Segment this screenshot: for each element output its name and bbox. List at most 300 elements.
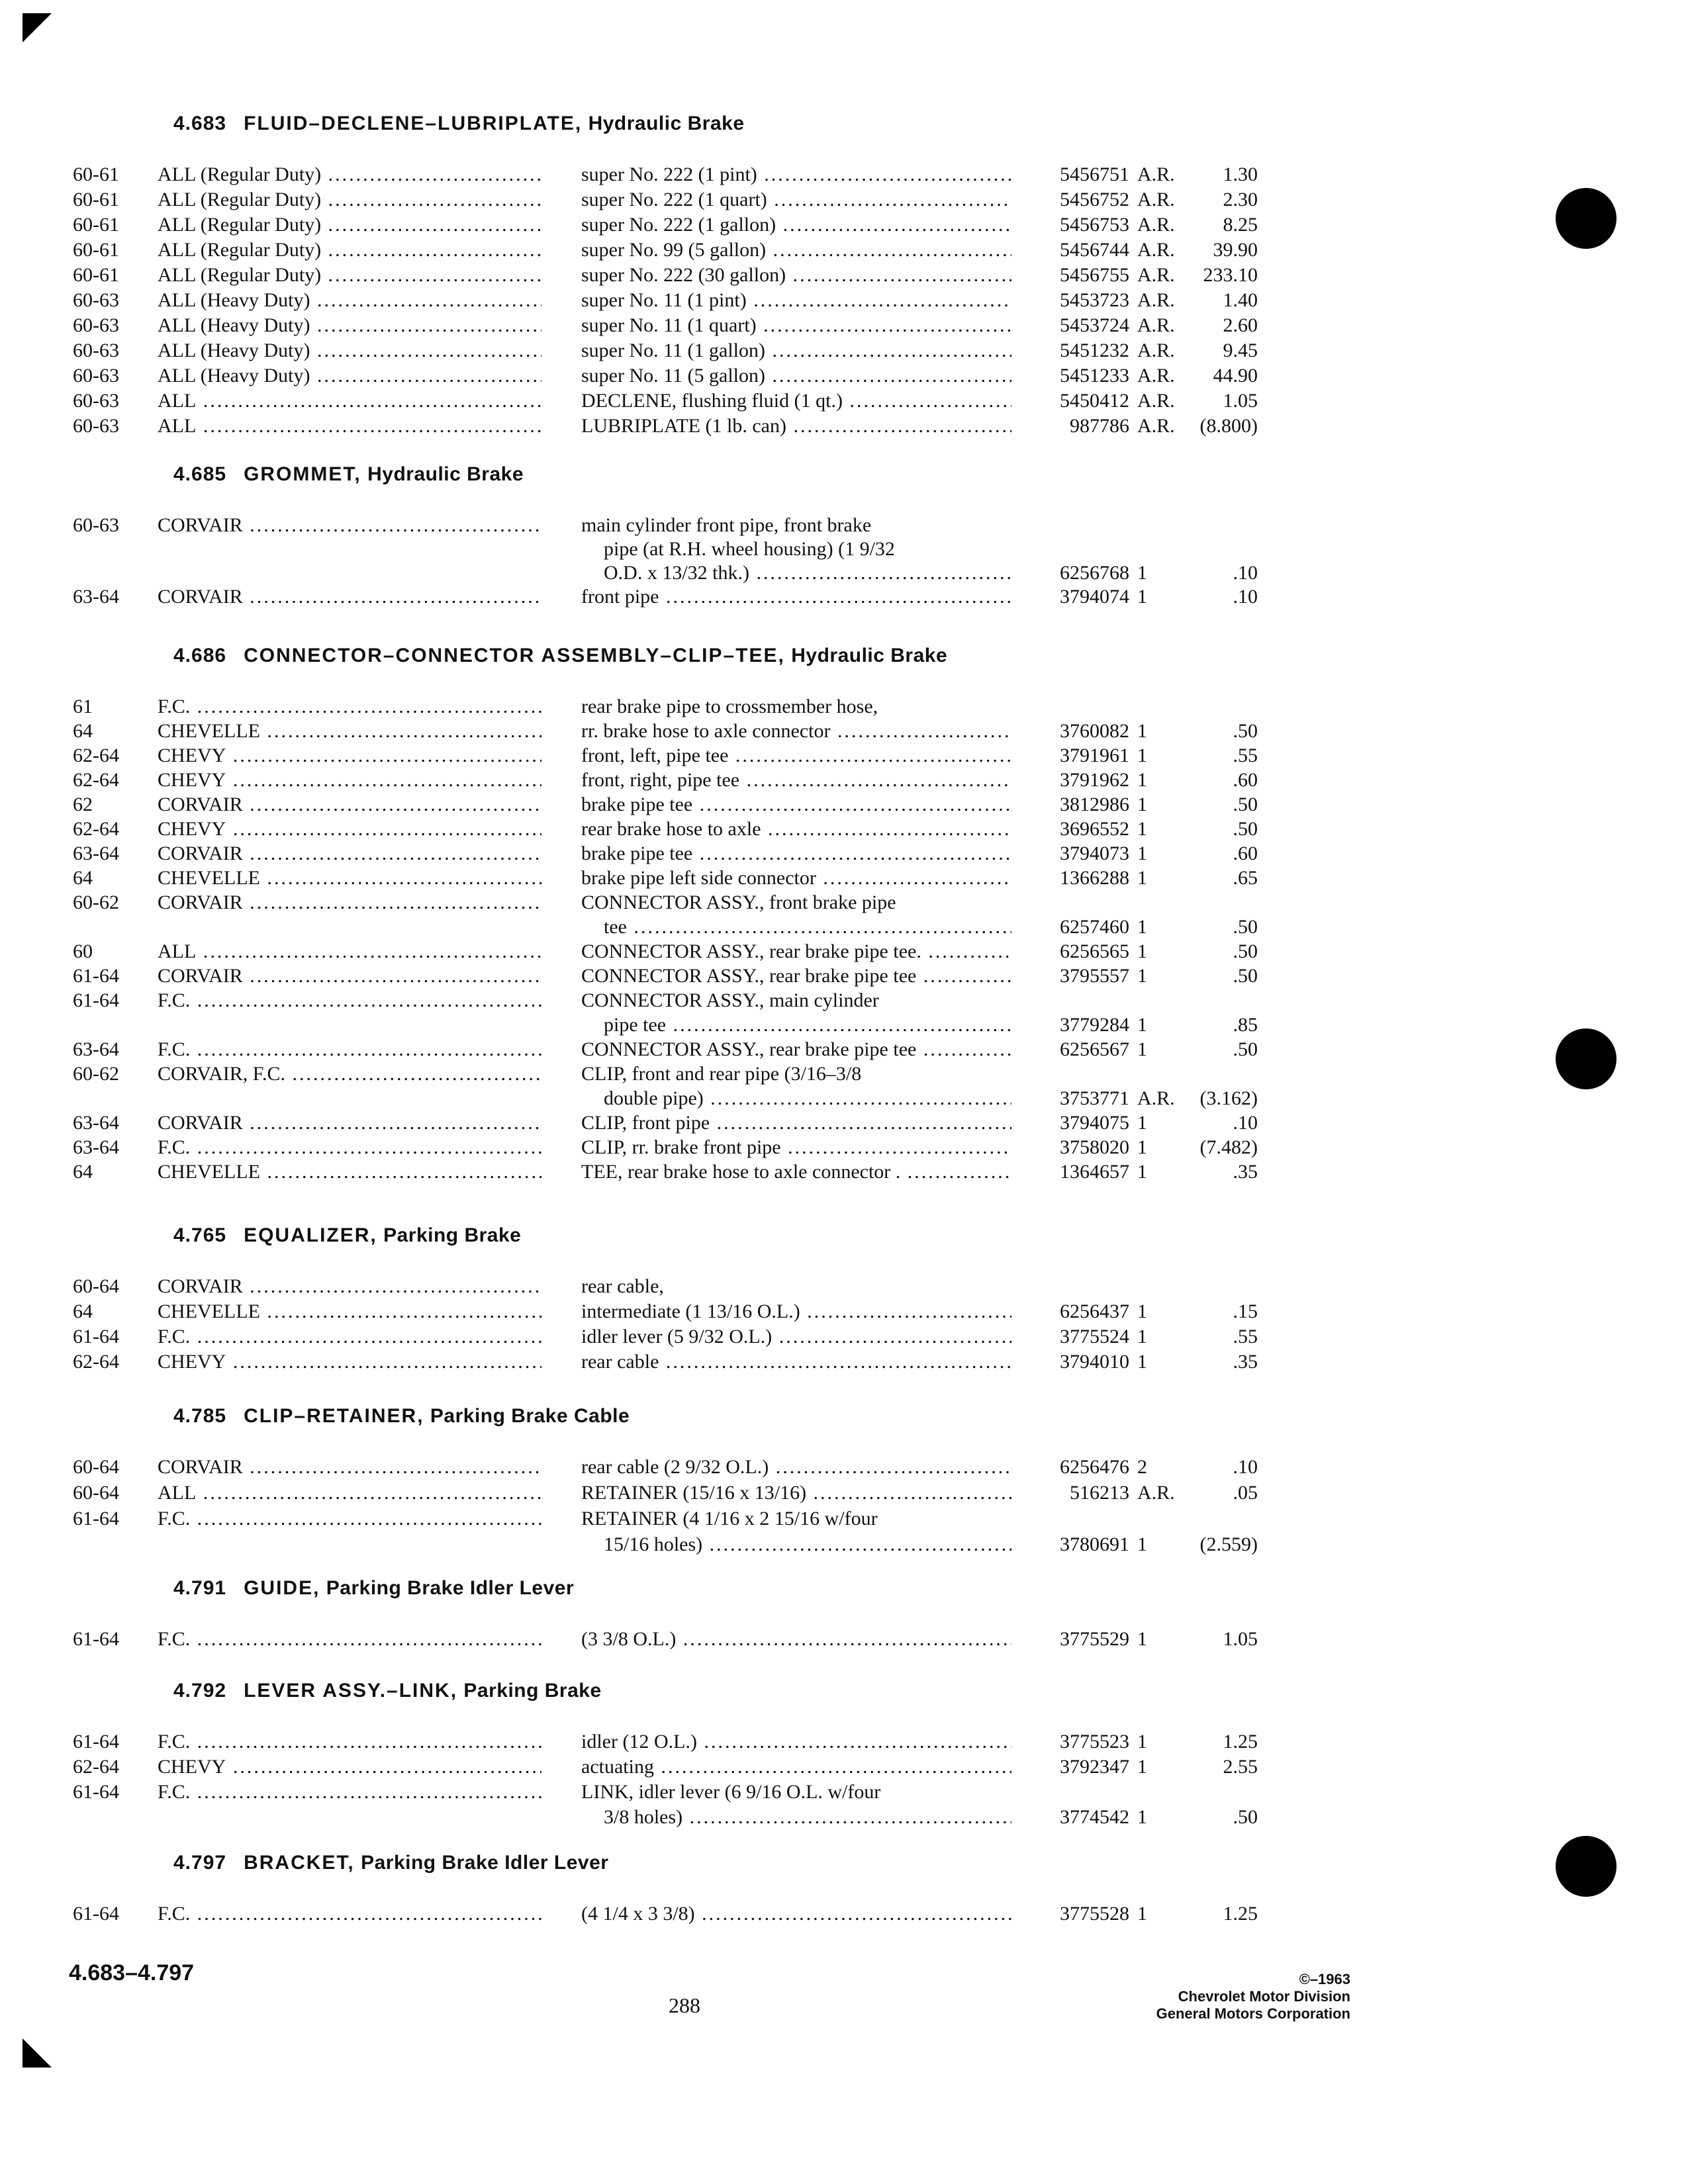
quantity: 1 <box>1137 842 1147 864</box>
part-number: 1364657 <box>1060 1161 1129 1183</box>
part-description: actuating ..... <box>581 1754 1011 1780</box>
model-name: F.C. ..... <box>158 1324 541 1349</box>
model-name: CHEVELLE ..... <box>158 866 541 891</box>
model-name: F.C. ..... <box>158 1037 541 1062</box>
parts-table <box>0 513 1688 608</box>
part-description: CLIP, rr. brake front pipe ..... <box>581 1135 1011 1160</box>
table-row <box>0 1324 1688 1349</box>
model-year: 60-63 <box>73 390 119 412</box>
model-year: 60-64 <box>73 1275 119 1297</box>
table-row <box>0 1037 1688 1062</box>
table-row <box>0 743 1688 768</box>
price: (2.559) <box>1199 1533 1258 1555</box>
model-year: 62-64 <box>73 745 119 766</box>
price: 1.25 <box>1223 1903 1258 1925</box>
part-description: TEE, rear brake hose to axle connector . ..... <box>581 1160 1011 1185</box>
table-row <box>0 1086 1688 1111</box>
part-description: DECLENE, flushing fluid (1 qt.) ..... <box>581 388 1011 414</box>
part-description: rear cable ..... <box>581 1349 1011 1375</box>
price: .10 <box>1233 1456 1258 1478</box>
quantity: A.R. <box>1137 1087 1175 1109</box>
price: .10 <box>1233 1112 1258 1134</box>
part-number: 5456753 <box>1060 214 1129 236</box>
model-year: 60-61 <box>73 239 119 261</box>
quantity: 2 <box>1137 1456 1147 1478</box>
model-name: F.C. ..... <box>158 1780 541 1805</box>
price: .65 <box>1233 867 1258 889</box>
table-row <box>0 313 1688 338</box>
section-subtitle: Parking Brake Idler Lever <box>326 1577 575 1599</box>
model-year: 62-64 <box>73 1351 119 1373</box>
quantity: A.R. <box>1137 239 1175 261</box>
model-name: CORVAIR ..... <box>158 1274 541 1299</box>
model-name: F.C. ..... <box>158 1901 541 1927</box>
table-row <box>0 162 1688 187</box>
part-number: 3779284 <box>1060 1014 1129 1036</box>
model-year: 60-63 <box>73 314 119 336</box>
part-number: 5456755 <box>1060 264 1129 286</box>
model-name: F.C. ..... <box>158 1729 541 1754</box>
part-description: CONNECTOR ASSY., rear brake pipe tee ..... <box>581 1037 1011 1062</box>
model-name: CHEVELLE ..... <box>158 1160 541 1185</box>
quantity: 1 <box>1137 562 1147 584</box>
part-description: front, left, pipe tee ..... <box>581 743 1011 768</box>
division-name: Chevrolet Motor Division <box>1178 1988 1350 2005</box>
model-year: 60-64 <box>73 1456 119 1478</box>
price: .10 <box>1233 586 1258 608</box>
part-number: 3696552 <box>1060 818 1129 840</box>
section-subtitle: Parking Brake <box>383 1224 522 1246</box>
price: .50 <box>1233 794 1258 815</box>
part-number: 3760082 <box>1060 720 1129 742</box>
part-number: 987786 <box>1070 415 1129 437</box>
section-number: 4.685 <box>173 463 227 485</box>
quantity: A.R. <box>1137 289 1175 311</box>
model-year: 61-64 <box>73 1731 119 1752</box>
table-row <box>0 537 1688 561</box>
table-row <box>0 363 1688 388</box>
section-number: 4.686 <box>173 645 227 666</box>
quantity: A.R. <box>1137 189 1175 210</box>
price: .60 <box>1233 842 1258 864</box>
part-description: CONNECTOR ASSY., main cylinder <box>581 989 879 1011</box>
part-description: RETAINER (4 1/16 x 2 15/16 w/four <box>581 1508 878 1529</box>
price: .50 <box>1233 916 1258 938</box>
table-row <box>0 1754 1688 1780</box>
model-year: 61-64 <box>73 989 119 1011</box>
part-description: CLIP, front pipe ..... <box>581 1111 1011 1136</box>
part-number: 3775524 <box>1060 1326 1129 1347</box>
section-number: 4.683 <box>173 113 227 134</box>
model-name: CORVAIR ..... <box>158 513 541 538</box>
model-name: F.C. ..... <box>158 988 541 1013</box>
publisher-block <box>1086 1971 1350 2023</box>
model-name: ALL (Regular Duty) ..... <box>158 162 541 187</box>
model-name: CHEVY ..... <box>158 1754 541 1780</box>
table-row <box>0 866 1688 890</box>
price: 1.25 <box>1223 1731 1258 1752</box>
section-subtitle: Hydraulic Brake <box>791 645 948 666</box>
model-name: CORVAIR ..... <box>158 1111 541 1136</box>
part-description: front, right, pipe tee ..... <box>581 768 1011 793</box>
part-description: CONNECTOR ASSY., rear brake pipe tee. ..... <box>581 939 1011 964</box>
part-number: 5450412 <box>1060 390 1129 412</box>
price: 2.60 <box>1223 314 1258 336</box>
model-year: 62-64 <box>73 1756 119 1778</box>
part-description: CONNECTOR ASSY., rear brake pipe tee ..... <box>581 964 1011 989</box>
model-year: 64 <box>73 867 93 889</box>
section-subtitle: Parking Brake Cable <box>430 1405 630 1427</box>
quantity: 1 <box>1137 1014 1147 1036</box>
part-description: (4 1/4 x 3 3/8) ..... <box>581 1901 1011 1927</box>
price: 1.40 <box>1223 289 1258 311</box>
model-name: CHEVELLE ..... <box>158 719 541 744</box>
part-number: 3775528 <box>1060 1903 1129 1925</box>
price: 39.90 <box>1213 239 1258 261</box>
price: (7.482) <box>1199 1136 1258 1158</box>
part-number: 5456751 <box>1060 163 1129 185</box>
quantity: 1 <box>1137 1351 1147 1373</box>
price: .50 <box>1233 1806 1258 1828</box>
price: .50 <box>1233 818 1258 840</box>
table-row <box>0 238 1688 263</box>
model-year: 63-64 <box>73 586 119 608</box>
quantity: 1 <box>1137 1903 1147 1925</box>
part-description: intermediate (1 13/16 O.L.) ..... <box>581 1299 1011 1324</box>
quantity: 1 <box>1137 720 1147 742</box>
price: 8.25 <box>1223 214 1258 236</box>
model-name: CORVAIR ..... <box>158 584 541 610</box>
part-description: CLIP, front and rear pipe (3/16–3/8 <box>581 1063 862 1085</box>
part-description: super No. 222 (30 gallon) ..... <box>581 263 1011 288</box>
model-name: F.C. ..... <box>158 1135 541 1160</box>
part-number: 3775523 <box>1060 1731 1129 1752</box>
model-year: 61-64 <box>73 1781 119 1803</box>
model-year: 60-62 <box>73 891 119 913</box>
section-subtitle: Parking Brake Idler Lever <box>361 1852 609 1874</box>
part-description: 15/16 holes) ..... <box>604 1532 1011 1557</box>
part-description: brake pipe tee ..... <box>581 841 1011 866</box>
quantity: 1 <box>1137 1326 1147 1347</box>
quantity: A.R. <box>1137 340 1175 361</box>
model-year: 62 <box>73 794 93 815</box>
model-year: 64 <box>73 720 93 742</box>
table-row <box>0 187 1688 212</box>
part-number: 3794074 <box>1060 586 1129 608</box>
price: 1.30 <box>1223 163 1258 185</box>
quantity: A.R. <box>1137 314 1175 336</box>
section-title: EQUALIZER, <box>244 1224 377 1246</box>
page-range: 4.683–4.797 <box>69 1960 195 1985</box>
section-heading <box>173 645 947 667</box>
quantity: A.R. <box>1137 214 1175 236</box>
price: .15 <box>1233 1300 1258 1322</box>
model-name: ALL (Heavy Duty) ..... <box>158 313 541 338</box>
price: 2.55 <box>1223 1756 1258 1778</box>
price: .50 <box>1233 965 1258 987</box>
model-year: 60-63 <box>73 415 119 437</box>
section-title: BRACKET, <box>244 1852 355 1874</box>
model-year: 60-63 <box>73 289 119 311</box>
quantity: A.R. <box>1137 415 1175 437</box>
table-row <box>0 513 1688 537</box>
model-name: CORVAIR ..... <box>158 1455 541 1480</box>
model-name: CHEVY ..... <box>158 743 541 768</box>
part-number: 5451233 <box>1060 365 1129 387</box>
section-heading <box>173 1224 521 1247</box>
table-row <box>0 1455 1688 1480</box>
model-year: 62-64 <box>73 818 119 840</box>
price: .05 <box>1233 1482 1258 1504</box>
model-name: CORVAIR, F.C. ..... <box>158 1062 541 1087</box>
part-number: 516213 <box>1070 1482 1129 1504</box>
parts-table <box>0 1901 1688 1927</box>
table-row <box>0 388 1688 414</box>
part-description: pipe (at R.H. wheel housing) (1 9/32 <box>604 538 895 560</box>
model-name: ALL (Regular Duty) ..... <box>158 187 541 212</box>
table-row <box>0 414 1688 439</box>
quantity: 1 <box>1137 1038 1147 1060</box>
model-year: 62-64 <box>73 769 119 791</box>
model-name: ALL (Regular Duty) ..... <box>158 212 541 238</box>
part-description: super No. 11 (5 gallon) ..... <box>581 363 1011 388</box>
table-row <box>0 964 1688 988</box>
parts-table <box>0 162 1688 439</box>
model-name: ALL ..... <box>158 414 541 439</box>
part-description: super No. 99 (5 gallon) ..... <box>581 238 1011 263</box>
price: 233.10 <box>1203 264 1258 286</box>
table-row <box>0 915 1688 939</box>
model-year: 60-64 <box>73 1482 119 1504</box>
part-number: 5451232 <box>1060 340 1129 361</box>
part-description: super No. 11 (1 quart) ..... <box>581 313 1011 338</box>
part-description: super No. 11 (1 pint) ..... <box>581 288 1011 313</box>
section-title: CLIP–RETAINER, <box>244 1405 424 1427</box>
part-description: super No. 222 (1 gallon) ..... <box>581 212 1011 238</box>
price: 2.30 <box>1223 189 1258 210</box>
part-number: 6256437 <box>1060 1300 1129 1322</box>
table-row <box>0 1729 1688 1754</box>
section-title: LEVER ASSY.–LINK, <box>244 1680 458 1702</box>
section-heading <box>173 1680 602 1702</box>
parts-table <box>0 694 1688 1184</box>
model-year: 60 <box>73 940 93 962</box>
price: .55 <box>1233 745 1258 766</box>
price: 1.05 <box>1223 390 1258 412</box>
model-name: CHEVY ..... <box>158 817 541 842</box>
table-row <box>0 1349 1688 1375</box>
part-number: 3758020 <box>1060 1136 1129 1158</box>
part-number: 3780691 <box>1060 1533 1129 1555</box>
section-number: 4.785 <box>173 1405 227 1427</box>
table-row <box>0 1480 1688 1506</box>
model-year: 63-64 <box>73 1112 119 1134</box>
part-description: brake pipe tee ..... <box>581 792 1011 817</box>
part-number: 3791962 <box>1060 769 1129 791</box>
model-name: F.C. ..... <box>158 694 541 719</box>
section-number: 4.797 <box>173 1852 227 1874</box>
part-description: brake pipe left side connector ..... <box>581 866 1011 891</box>
table-row <box>0 1299 1688 1324</box>
section-title: GROMMET, <box>244 463 361 485</box>
price: 9.45 <box>1223 340 1258 361</box>
table-row <box>0 561 1688 584</box>
part-number: 6256565 <box>1060 940 1129 962</box>
part-number: 3812986 <box>1060 794 1129 815</box>
parts-table <box>0 1729 1688 1830</box>
section-number: 4.765 <box>173 1224 227 1246</box>
part-description: rear brake pipe to crossmember hose, <box>581 696 878 717</box>
table-row <box>0 939 1688 964</box>
table-row <box>0 694 1688 719</box>
part-number: 3794075 <box>1060 1112 1129 1134</box>
quantity: 1 <box>1137 794 1147 815</box>
model-year: 60-61 <box>73 214 119 236</box>
table-row <box>0 988 1688 1013</box>
part-description: RETAINER (15/16 x 13/16) ..... <box>581 1480 1011 1506</box>
table-row <box>0 1901 1688 1927</box>
model-name: F.C. ..... <box>158 1506 541 1531</box>
model-year: 61-64 <box>73 965 119 987</box>
part-number: 6257460 <box>1060 916 1129 938</box>
table-row <box>0 1780 1688 1805</box>
table-row <box>0 719 1688 743</box>
quantity: 1 <box>1137 586 1147 608</box>
part-description: (3 3/8 O.L.) ..... <box>581 1627 1011 1652</box>
section-subtitle: Parking Brake <box>463 1680 602 1702</box>
price: 1.05 <box>1223 1628 1258 1650</box>
table-row <box>0 584 1688 608</box>
model-year: 61-64 <box>73 1903 119 1925</box>
quantity: A.R. <box>1137 365 1175 387</box>
part-number: 6256476 <box>1060 1456 1129 1478</box>
price: .35 <box>1233 1351 1258 1373</box>
model-year: 63-64 <box>73 842 119 864</box>
price: .50 <box>1233 720 1258 742</box>
table-row <box>0 1506 1688 1532</box>
section-title: GUIDE, <box>244 1577 320 1599</box>
price: .60 <box>1233 769 1258 791</box>
part-number: 5456752 <box>1060 189 1129 210</box>
model-name: ALL ..... <box>158 388 541 414</box>
quantity: A.R. <box>1137 163 1175 185</box>
copyright: ©–1963 <box>1299 1971 1350 1987</box>
section-subtitle: Hydraulic Brake <box>367 463 524 485</box>
part-number: 6256768 <box>1060 562 1129 584</box>
model-name: ALL (Heavy Duty) ..... <box>158 363 541 388</box>
parts-table <box>0 1274 1688 1375</box>
part-description: main cylinder front pipe, front brake <box>581 514 872 536</box>
quantity: 1 <box>1137 769 1147 791</box>
part-number: 3774542 <box>1060 1806 1129 1828</box>
section-title: CONNECTOR–CONNECTOR ASSEMBLY–CLIP–TEE, <box>244 645 785 666</box>
model-name: ALL (Heavy Duty) ..... <box>158 338 541 363</box>
quantity: 1 <box>1137 1756 1147 1778</box>
table-row <box>0 768 1688 792</box>
table-row <box>0 890 1688 915</box>
part-number: 3775529 <box>1060 1628 1129 1650</box>
model-year: 60-63 <box>73 514 119 536</box>
model-name: CORVAIR ..... <box>158 890 541 915</box>
parts-table <box>0 1627 1688 1652</box>
table-row <box>0 1627 1688 1652</box>
quantity: 1 <box>1137 1533 1147 1555</box>
section-subtitle: Hydraulic Brake <box>588 113 745 134</box>
model-name: ALL (Regular Duty) ..... <box>158 263 541 288</box>
model-name: CORVAIR ..... <box>158 792 541 817</box>
part-number: 1366288 <box>1060 867 1129 889</box>
section-heading <box>173 1577 574 1600</box>
price: .50 <box>1233 940 1258 962</box>
section-number: 4.792 <box>173 1680 227 1702</box>
section-heading <box>173 463 524 486</box>
part-number: 3794010 <box>1060 1351 1129 1373</box>
model-name: ALL ..... <box>158 1480 541 1506</box>
model-name: CHEVELLE ..... <box>158 1299 541 1324</box>
part-description: LINK, idler lever (6 9/16 O.L. w/four <box>581 1781 881 1803</box>
part-description: super No. 11 (1 gallon) ..... <box>581 338 1011 363</box>
quantity: 1 <box>1137 1161 1147 1183</box>
model-year: 60-63 <box>73 365 119 387</box>
table-row <box>0 841 1688 866</box>
part-description: CONNECTOR ASSY., front brake pipe <box>581 891 896 913</box>
quantity: 1 <box>1137 818 1147 840</box>
model-year: 60-61 <box>73 189 119 210</box>
model-year: 60-61 <box>73 264 119 286</box>
part-number: 5453723 <box>1060 289 1129 311</box>
quantity: 1 <box>1137 1806 1147 1828</box>
model-year: 60-63 <box>73 340 119 361</box>
price: (8.800) <box>1199 415 1258 437</box>
table-row <box>0 288 1688 313</box>
crop-mark-top <box>23 13 52 42</box>
part-number: 5456744 <box>1060 239 1129 261</box>
part-description: rear cable, <box>581 1275 664 1297</box>
part-number: 3753771 <box>1060 1087 1129 1109</box>
page-number: 288 <box>669 1993 700 2017</box>
table-row <box>0 1160 1688 1184</box>
quantity: 1 <box>1137 1300 1147 1322</box>
part-number: 3792347 <box>1060 1756 1129 1778</box>
model-name: CHEVY ..... <box>158 1349 541 1375</box>
model-year: 64 <box>73 1161 93 1183</box>
part-description: rear brake hose to axle ..... <box>581 817 1011 842</box>
quantity: A.R. <box>1137 264 1175 286</box>
price: .85 <box>1233 1014 1258 1036</box>
model-year: 64 <box>73 1300 93 1322</box>
model-name: ALL ..... <box>158 939 541 964</box>
table-row <box>0 1111 1688 1135</box>
model-year: 60-62 <box>73 1063 119 1085</box>
section-heading <box>173 1405 630 1428</box>
table-row <box>0 1274 1688 1299</box>
quantity: 1 <box>1137 940 1147 962</box>
table-row <box>0 263 1688 288</box>
price: (3.162) <box>1199 1087 1258 1109</box>
model-name: CHEVY ..... <box>158 768 541 793</box>
quantity: 1 <box>1137 1136 1147 1158</box>
part-description: rr. brake hose to axle connector ..... <box>581 719 1011 744</box>
quantity: 1 <box>1137 1112 1147 1134</box>
quantity: A.R. <box>1137 1482 1175 1504</box>
part-description: rear cable (2 9/32 O.L.) ..... <box>581 1455 1011 1480</box>
part-description: idler (12 O.L.) ..... <box>581 1729 1011 1754</box>
quantity: 1 <box>1137 745 1147 766</box>
part-description: tee ..... <box>604 915 1011 940</box>
section-heading <box>173 1852 608 1874</box>
quantity: 1 <box>1137 867 1147 889</box>
part-description: pipe tee ..... <box>604 1013 1011 1038</box>
